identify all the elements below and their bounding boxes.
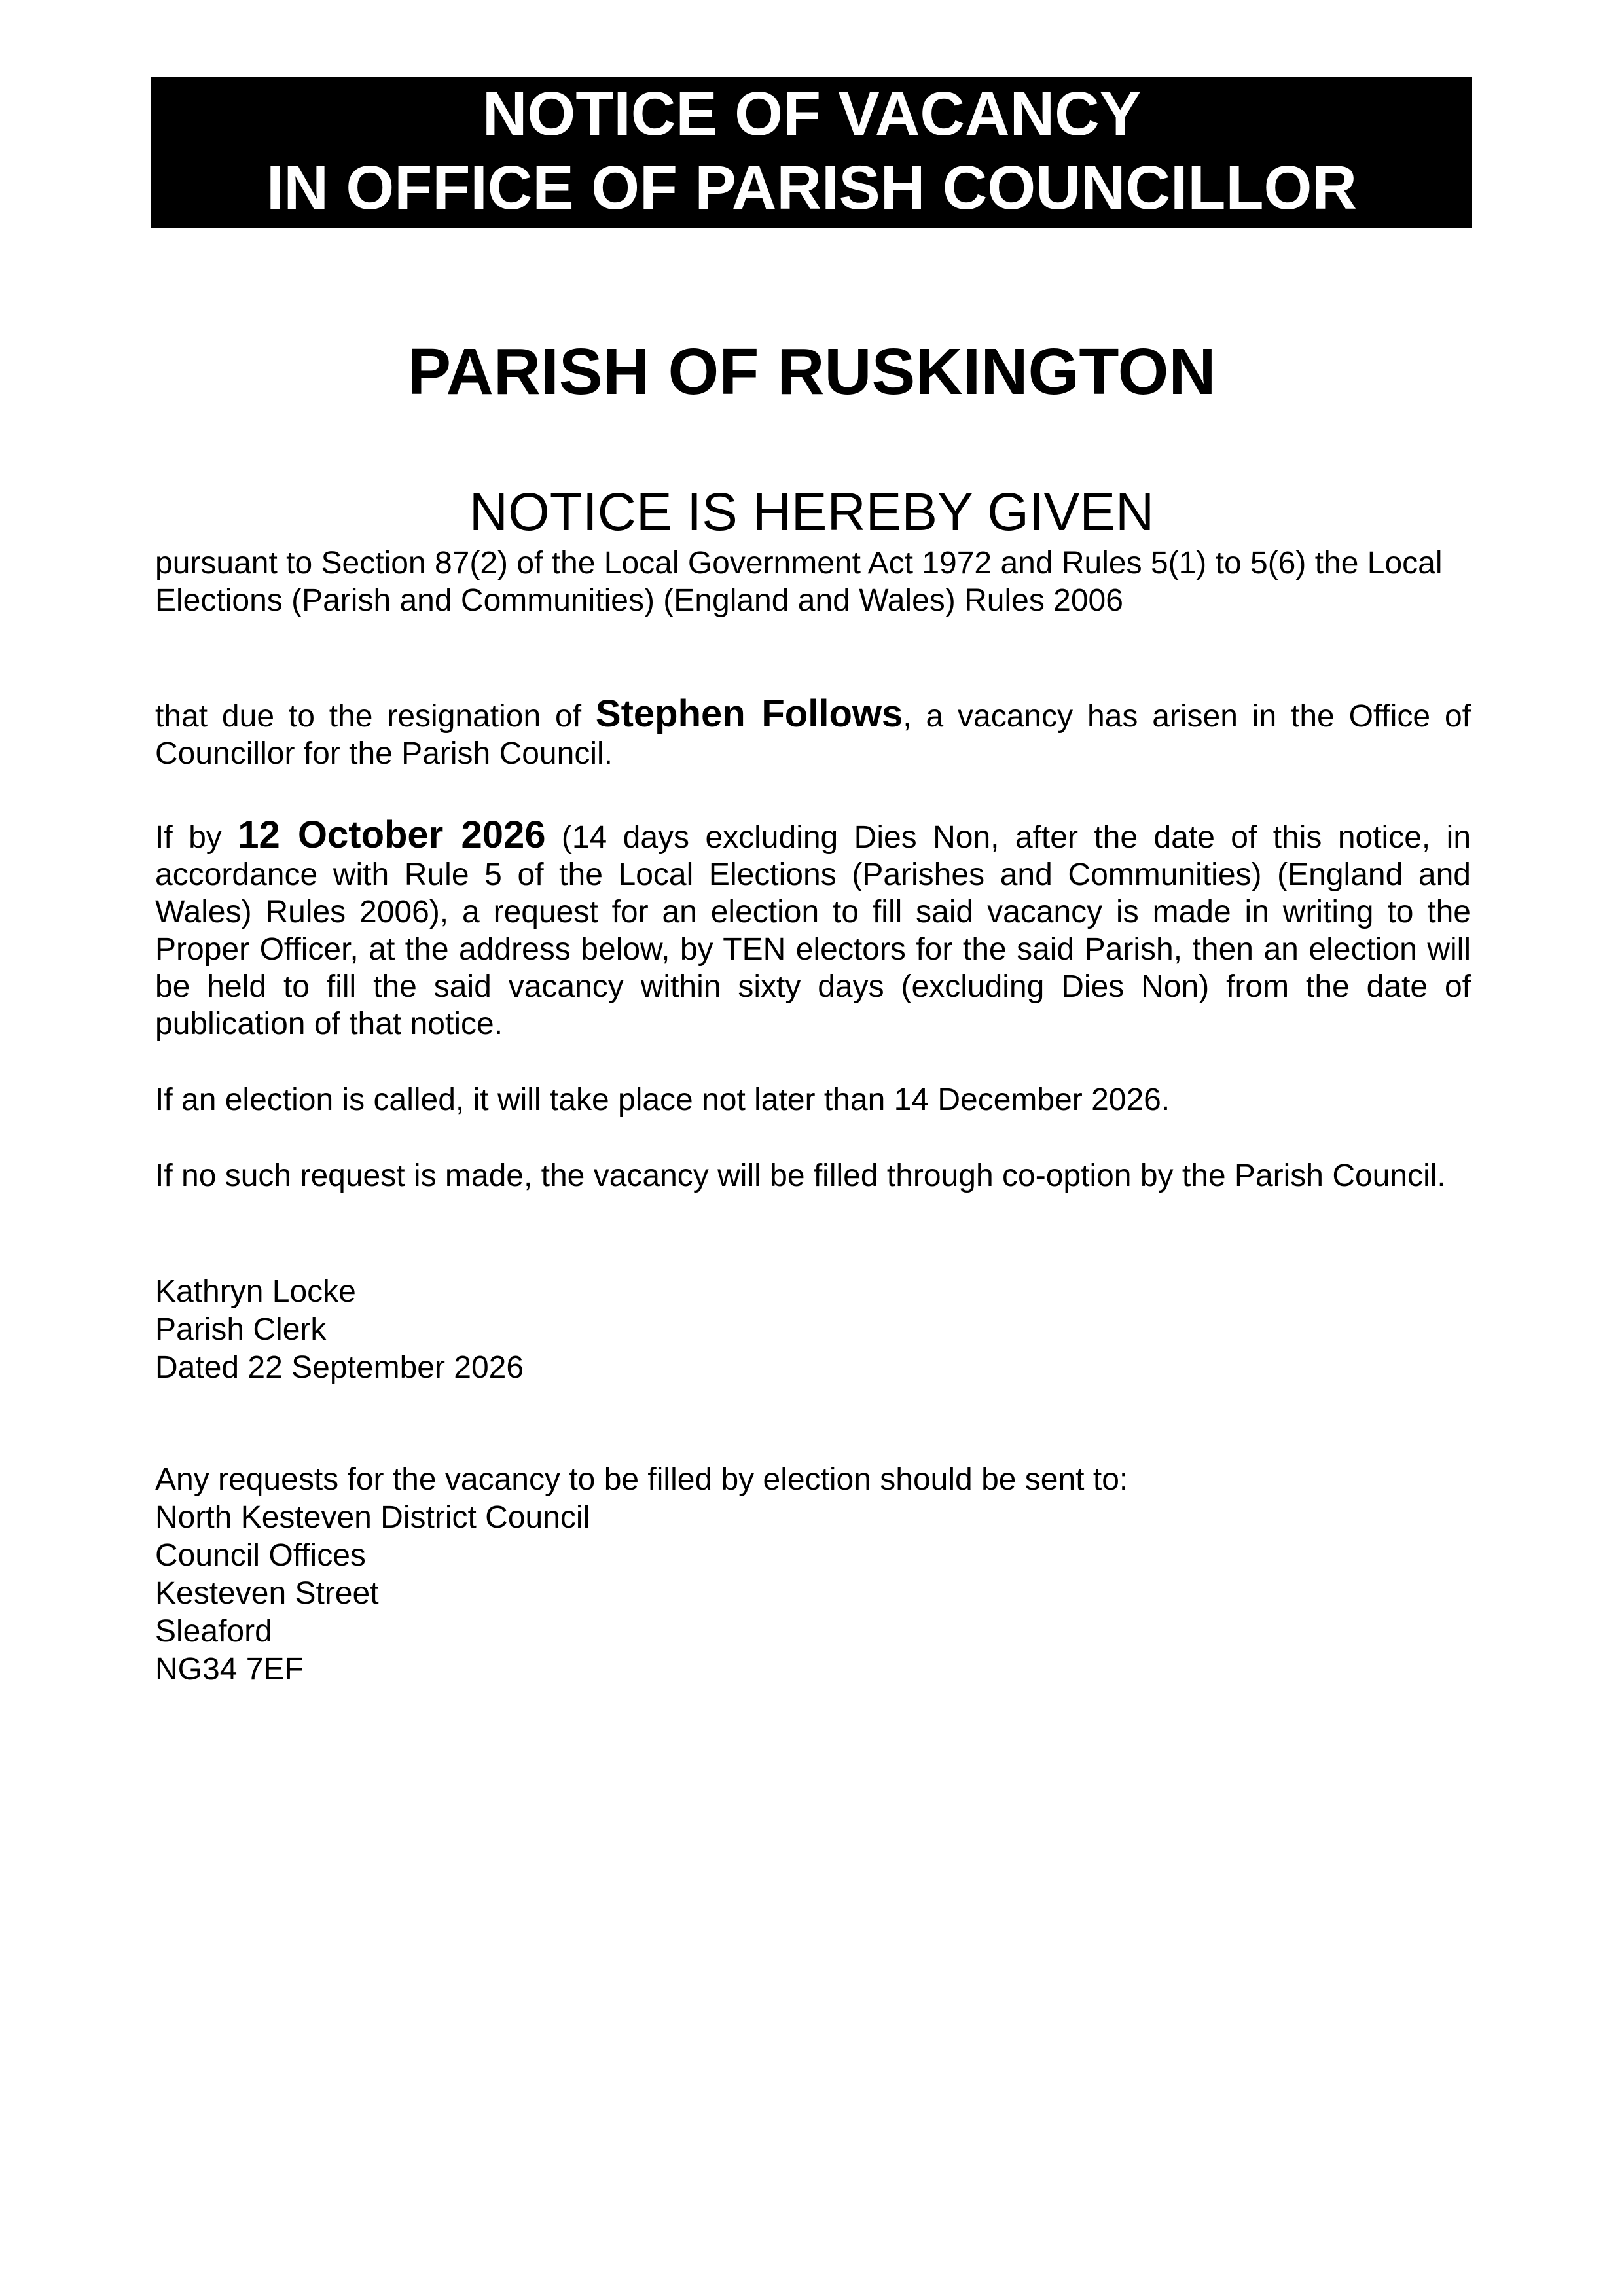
banner-line-1: NOTICE OF VACANCY	[482, 79, 1142, 149]
notice-banner	[151, 77, 1472, 228]
resigned-councillor-name: Stephen Follows	[595, 692, 903, 735]
address-line: Council Offices	[155, 1538, 366, 1573]
request-text-before: If by	[155, 820, 238, 855]
resignation-text-before: that due to the resignation of	[155, 699, 596, 734]
banner-line-2: IN OFFICE OF PARISH COUNCILLOR	[266, 153, 1357, 223]
address-line: Sleaford	[155, 1614, 272, 1649]
address-line: NG34 7EF	[155, 1652, 304, 1687]
address-intro: Any requests for the vacancy to be filled by election should be sent to:	[155, 1462, 1128, 1497]
election-paragraph: If an election is called, it will take place not later than 14 December 2026.	[155, 1083, 1170, 1117]
address-block	[155, 1461, 1128, 1689]
resignation-paragraph	[155, 692, 1471, 772]
signature-block	[155, 1273, 524, 1387]
pursuant-paragraph: pursuant to Section 87(2) of the Local Government Act 1972 and Rules 5(1) to 5(6) the Local Elections (Parish and Communities) (England and Wales) Rules 2006	[155, 546, 1443, 618]
parish-title: PARISH OF RUSKINGTON	[407, 335, 1216, 408]
request-paragraph	[155, 816, 1471, 1043]
clerk-name: Kathryn Locke	[155, 1274, 356, 1309]
notice-date: Dated 22 September 2026	[155, 1350, 524, 1385]
request-text-after: (14 days excluding Dies Non, after the date of this notice, in accordance with Rule 5 of the Local Elections (Parishes and Communities) (England and Wales) Rules 2006), a request for an election to fill said vacancy is made in writing to the Proper Officer, at the address below, by TEN electors for the said Parish, then an election will be held to fill the said vacancy within sixty days (excluding Dies Non) from the date of publication of that notice.	[155, 820, 1471, 1041]
clerk-role: Parish Clerk	[155, 1312, 327, 1347]
address-line: Kesteven Street	[155, 1576, 379, 1611]
address-line: North Kesteven District Council	[155, 1500, 590, 1535]
resignation-text-after: , a vacancy has arisen in the Office of Councillor for the Parish Council.	[155, 699, 1471, 771]
coopt-paragraph: If no such request is made, the vacancy will be filled through co-option by the Parish Council.	[155, 1158, 1446, 1193]
request-deadline-date: 12 October 2026	[238, 814, 546, 856]
notice-heading: NOTICE IS HEREBY GIVEN	[469, 482, 1155, 542]
